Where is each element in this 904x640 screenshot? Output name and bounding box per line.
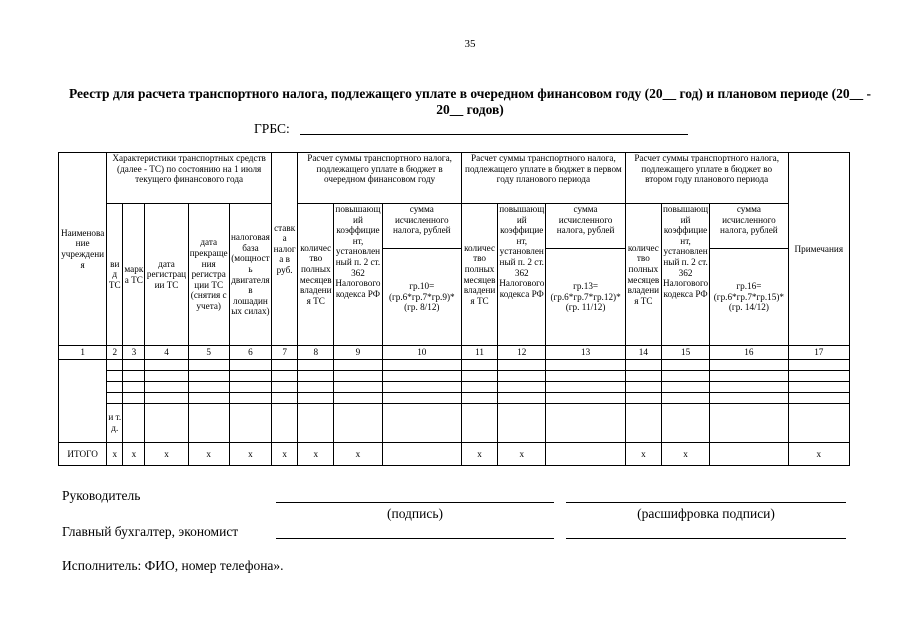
total-mark: x (298, 443, 334, 466)
formula-col-10: гр.10=(гр.6*гр.7*гр.9)*(гр. 8/12) (382, 249, 461, 346)
registry-table (58, 152, 850, 466)
total-mark (546, 443, 625, 466)
header-months-2: количество полных месяцев владения ТС (461, 204, 497, 346)
total-mark: x (229, 443, 271, 466)
col-number: 12 (498, 346, 546, 360)
header-sum-2: сумма исчисленного налога, рублей (546, 204, 625, 249)
head-decode-line (566, 502, 846, 503)
header-notes: Примечания (788, 153, 849, 346)
table-row (59, 382, 850, 393)
total-label: ИТОГО (59, 443, 107, 466)
signature-caption: (подпись) (386, 506, 444, 521)
header-base: налоговая база (мощность двигателя в лошадиных силах) (229, 204, 271, 346)
col-number: 5 (188, 346, 229, 360)
table-row (59, 360, 850, 371)
col-number: 9 (334, 346, 382, 360)
page-number: 35 (464, 38, 476, 50)
head-label: Руководитель (62, 488, 141, 503)
total-mark: x (461, 443, 497, 466)
total-mark: x (272, 443, 298, 466)
table-row (59, 393, 850, 404)
page-title: Реестр для расчета транспортного налога, подлежащего уплате в очередном финансовом году (20__ год) и плановом периоде (20__ - 20__ годов) (68, 86, 871, 117)
col-number: 11 (461, 346, 497, 360)
col-number: 6 (229, 346, 271, 360)
total-mark: x (107, 443, 123, 466)
institution-cell (59, 360, 107, 443)
header-sum-3: сумма исчисленного налога, рублей (710, 204, 788, 249)
col-number: 2 (107, 346, 123, 360)
header-rate: ставка налога в руб. (272, 153, 298, 346)
formula-col-13: гр.13=(гр.6*гр.7*гр.12)*(гр. 11/12) (546, 249, 625, 346)
total-mark: x (788, 443, 849, 466)
col-number: 17 (788, 346, 849, 360)
header-name: Наименование учреждения (59, 153, 107, 346)
total-mark: x (334, 443, 382, 466)
grbs-label: ГРБС: (254, 121, 290, 136)
header-next-year: Расчет суммы транспортного налога, подлежащего уплате в бюджет в очередном финансовом году (298, 153, 462, 204)
total-mark (710, 443, 788, 466)
header-plan-year-1: Расчет суммы транспортного налога, подлежащего уплате в бюджет в первом году планового периода (461, 153, 625, 204)
table-row (59, 404, 850, 443)
col-number: 8 (298, 346, 334, 360)
header-vid: вид ТС (107, 204, 123, 346)
col-number: 16 (710, 346, 788, 360)
header-coef-3: повышающий коэффициент, установленный п. 2 ст. 362 Налогового кодекса РФ (661, 204, 709, 346)
header-end-date: дата прекращения регистрации ТС (снятия с учета) (188, 204, 229, 346)
header-coef-1: повышающий коэффициент, установленный п. 2 ст. 362 Налогового кодекса РФ (334, 204, 382, 346)
col-number: 10 (382, 346, 461, 360)
etc-label: и т. д. (107, 404, 123, 443)
total-mark: x (625, 443, 661, 466)
head-signature-line (276, 502, 554, 503)
col-number: 13 (546, 346, 625, 360)
header-plan-year-2: Расчет суммы транспортного налога, подлежащего уплате в бюджет во втором году планового периода (625, 153, 788, 204)
total-mark (382, 443, 461, 466)
total-mark: x (661, 443, 709, 466)
header-months-1: количество полных месяцев владения ТС (298, 204, 334, 346)
accountant-decode-line (566, 538, 846, 539)
header-coef-2: повышающий коэффициент, установленный п. 2 ст. 362 Налогового кодекса РФ (498, 204, 546, 346)
header-marka: марка ТС (123, 204, 145, 346)
executor-label: Исполнитель: ФИО, номер телефона». (62, 558, 284, 573)
col-number: 1 (59, 346, 107, 360)
col-number: 15 (661, 346, 709, 360)
col-number: 7 (272, 346, 298, 360)
total-mark: x (498, 443, 546, 466)
header-months-3: количество полных месяцев владения ТС (625, 204, 661, 346)
total-mark: x (145, 443, 188, 466)
header-reg-date: дата регистрации ТС (145, 204, 188, 346)
col-number: 3 (123, 346, 145, 360)
decode-caption: (расшифровка подписи) (637, 506, 775, 521)
col-number: 4 (145, 346, 188, 360)
total-row (59, 443, 850, 466)
total-mark: x (123, 443, 145, 466)
grbs-fill-line (300, 134, 688, 135)
formula-col-16: гр.16=(гр.6*гр.7*гр.15)*(гр. 14/12) (710, 249, 788, 346)
chief-accountant-label: Главный бухгалтер, экономист (62, 524, 239, 539)
accountant-signature-line (276, 538, 554, 539)
table-row (59, 371, 850, 382)
total-mark: x (188, 443, 229, 466)
header-sum-1: сумма исчисленного налога, рублей (382, 204, 461, 249)
header-characteristics: Характеристики транспортных средств (далее - ТС) по состоянию на 1 июля текущего финансового года (107, 153, 272, 204)
col-number: 14 (625, 346, 661, 360)
